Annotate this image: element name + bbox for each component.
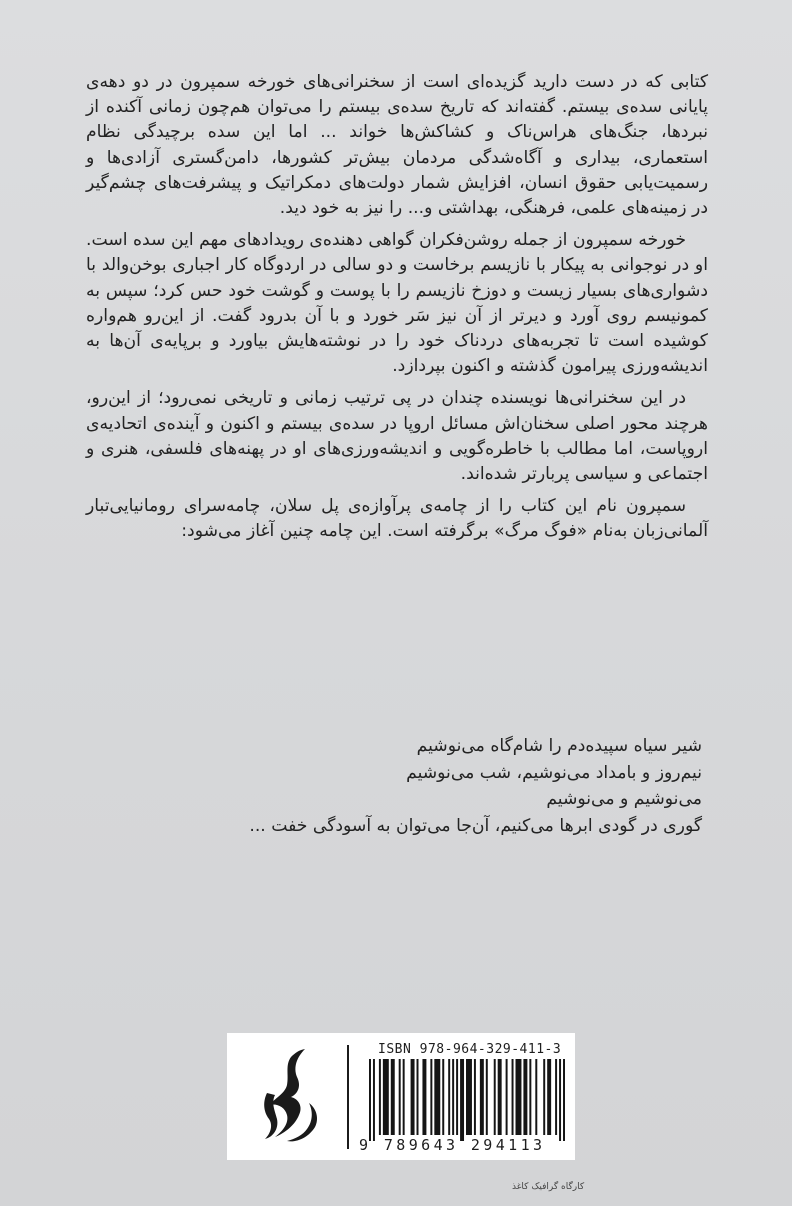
barcode-bar [448,1059,450,1135]
barcode-bar [498,1059,502,1135]
barcode-bar [543,1059,545,1135]
barcode-bar [516,1059,522,1135]
barcode-bar [417,1059,419,1135]
barcode-bar [494,1059,496,1135]
barcode-bar [535,1059,537,1135]
barcode-bar [529,1059,531,1135]
barcode-bar [434,1059,440,1135]
panel-divider [347,1045,349,1149]
barcode-bar [422,1059,426,1135]
blurb-paragraph-4: سمپرون نام این کتاب را از چامه‌ی پرآوازه‌ی پل سلان، چامه‌سرای رومانیایی‌تبار آلمانی‌زبان به‌نام «فوگ مرگ» برگرفته است. این چامه چنین آغاز می‌شود: [86,496,708,542]
blurb-text [86,70,708,552]
designer-credit: کارگاه گرافیک کاغذ [512,1182,585,1192]
poem-line: می‌نوشیم و می‌نوشیم [546,789,702,809]
poem-excerpt [142,733,702,839]
barcode-digits: 9 789643 294113 [359,1136,546,1154]
barcode-bar [383,1059,389,1135]
barcode-bar [403,1059,405,1135]
barcode-bar [563,1059,565,1141]
barcode-bar [523,1059,527,1135]
barcode-bar [430,1059,432,1135]
barcode-bar [373,1059,375,1141]
barcode-bar [442,1059,444,1135]
poem-line: گوری در گودی ابرها می‌کنیم، آن‌جا می‌توان به آسودگی خفت ... [249,815,702,836]
barcode-bar [460,1059,464,1141]
barcode-bar [559,1059,561,1141]
publisher-logo-icon [227,1033,345,1160]
barcode-bar [555,1059,557,1135]
poem-line: شیر سیاه سپیده‌دم را شام‌گاه می‌نوشیم [416,736,702,756]
barcode-bar [399,1059,401,1135]
barcode-bar [391,1059,395,1135]
poem-line: نیم‌روز و بامداد می‌نوشیم، شب می‌نوشیم [406,762,702,783]
barcode-bar [456,1059,458,1135]
blurb-paragraph-2: خورخه سمپرون از جمله روشن‌فکران گواهی دهنده‌ی رویدادهای مهم این سده است. او در نوجوانی به پیکار با نازیسم برخاست و دو سالی در اردوگاه کار اجباری بوخن‌والد با دشواری‌های بسیار زیست و دوزخ نازیسم را با پوست و گوشت خود حس کرد؛ سپس به کمونیسم روی آورد و دیرتر از آن نیز سَر خورد و با آن بدرود گفت. از این‌رو هم‌واره کوشیده است تا تجربه‌های دردناک خود را در نوشته‌هایش بیاورد و برپایه‌ی آن‌ها به اندیشه‌ورزی پیرامون گذشته و اکنون بپردازد. [86,230,708,377]
barcode-bar [411,1059,415,1135]
barcode-bar [466,1059,472,1135]
barcode-bar [506,1059,508,1135]
barcode-bar [486,1059,488,1135]
barcode-panel [227,1033,575,1160]
barcode-bar [452,1059,454,1135]
barcode-bar [480,1059,484,1135]
blurb-paragraph-3: در این سخنرانی‌ها نویسنده چندان در پی ترتیب زمانی و تاریخی نمی‌رود؛ از این‌رو، هرچند محور اصلی سخنان‌اش مسائل اروپا در سده‌ی بیستم و اکنون و آینده‌ی اتحادیه‌ی اروپاست، اما مطالب با خاطره‌گویی و اندیشه‌ورزی‌های او در پهنه‌های فلسفی، هنری و اجتماعی و سیاسی پربارتر شده‌اند. [86,388,708,485]
barcode-bar [369,1059,371,1141]
isbn-label: ISBN 978-964-329-411-3 [378,1042,562,1057]
barcode-bar [512,1059,514,1135]
barcode-bar [474,1059,476,1135]
blurb-paragraph-1: کتابی که در دست دارید گزیده‌ای است از سخنرانی‌های خورخه سمپرون در دو دهه‌ی پایانی سده‌ی بیستم. گفته‌اند که تاریخ سده‌ی بیستم را می‌توان هم‌چون زمانی آکنده از نبردها، جنگ‌های هراس‌ناک و کشاکش‌ها خواند ... اما این سده برچیدگی نظام استعماری، بیداری و آگاه‌شدگی مردمان بیش‌تر کشورها، دامن‌گستری آزادی‌ها و رسمیت‌یابی حقوق انسان، افزایش شمار دولت‌های دمکراتیک و پیشرفت‌های چشم‌گیر در زمینه‌های علمی، فرهنگی، بهداشتی و... را نیز به خود دید. [86,72,708,219]
barcode-bars [367,1059,567,1141]
barcode-bar [547,1059,551,1135]
barcode-bar [379,1059,381,1135]
